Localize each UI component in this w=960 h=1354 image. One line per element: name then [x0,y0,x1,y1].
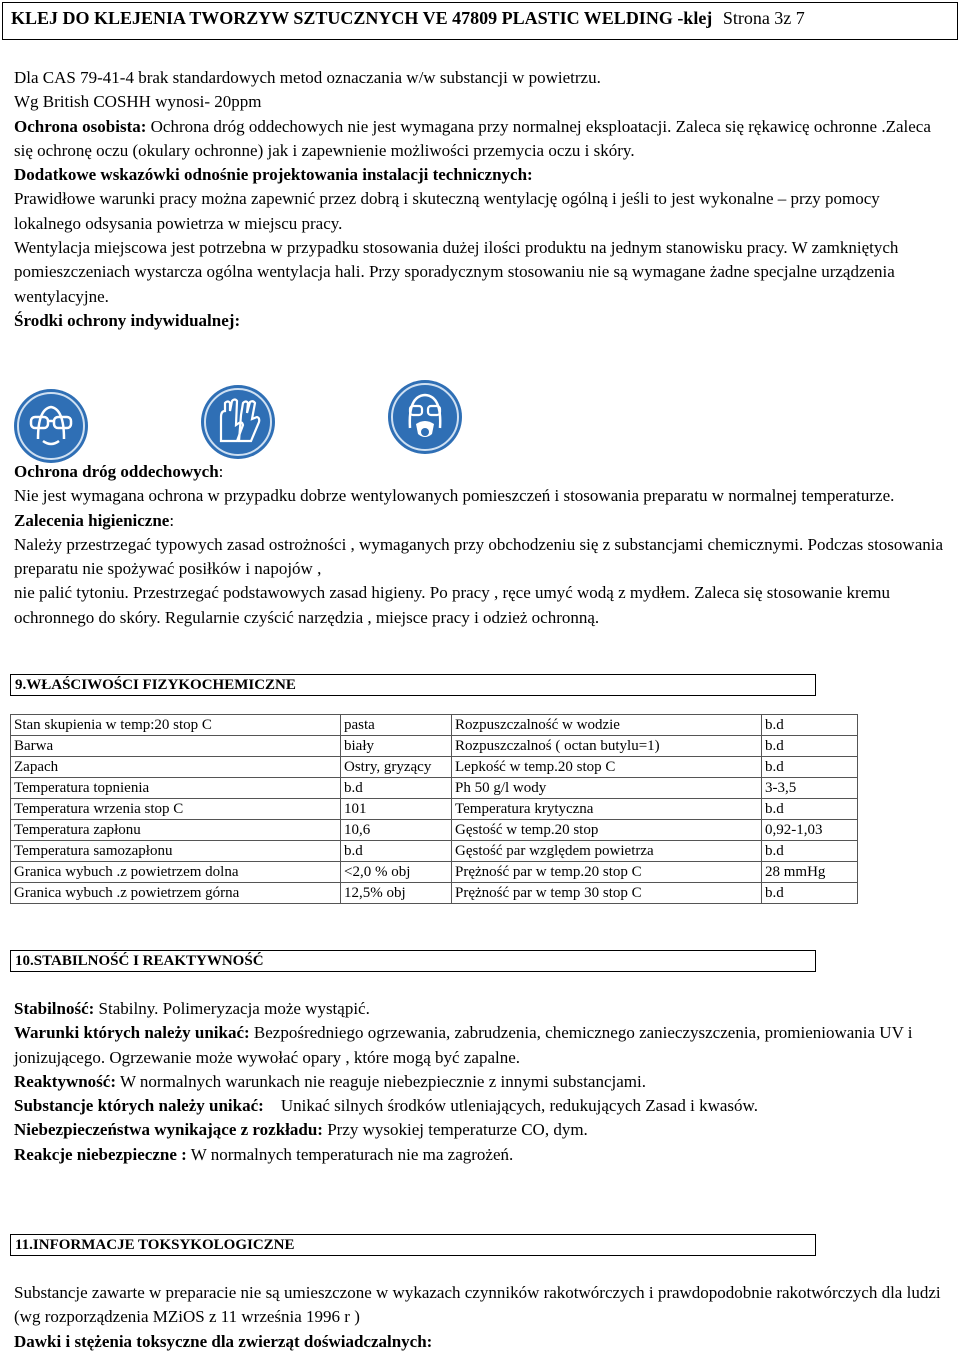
property-value: 0,92-1,03 [762,820,858,841]
property-value: biały [341,736,452,757]
ppe-heading-text: Środki ochrony indywidualnej: [14,310,241,330]
property-value: Ostry, gryzący [341,757,452,778]
hygiene-heading-text: Zalecenia higieniczne [14,510,170,530]
property-value: b.d [762,757,858,778]
property-value: b.d [762,883,858,904]
ppe-icons [14,380,474,460]
property-value: 28 mmHg [762,862,858,883]
page-number: Strona 3z 7 [722,8,805,28]
hygiene-colon: : [169,510,175,530]
personal-protection [14,115,949,164]
property-name: Gęstość w temp.20 stop [452,820,762,841]
design-heading-text: Dodatkowe wskazówki odnośnie projektowania instalacji technicznych: [14,165,533,185]
personal-protection-text: Ochrona dróg oddechowych nie jest wymagana przy normalnej eksploatacji. Zaleca się rękawicę ochronne .Zaleca się ochronę oczu (okulary ochronne) jak i zapewnienie możliwości przemycia oczu i skóry. [14,116,931,160]
property-name: Gęstość par względem powietrza [452,841,762,862]
stability-text: Stabilny. Polimeryzacja może wystąpić. [94,999,370,1018]
coshh-note: Wg British COSHH wynosi- 20ppm [14,92,262,112]
property-value: b.d [762,841,858,862]
respiratory-section [14,460,949,630]
stability-section [14,997,949,1167]
property-name: Rozpuszczalnoś ( octan butylu=1) [452,736,762,757]
reactivity-label: Reaktywność: [14,1071,116,1091]
property-name: Temperatura topnienia [11,778,341,799]
property-name: Temperatura zapłonu [11,820,341,841]
property-name: Temperatura samozapłonu [11,841,341,862]
respiratory-colon: : [218,462,224,481]
conditions-to-avoid [14,1021,949,1070]
property-name: Barwa [11,736,341,757]
design-paragraph-2: Wentylacja miejscowa jest potrzebna w przypadku stosowania dużej ilości produktu na jednym stanowisku pracy. W zamkniętych pomieszczeniach wystarcza ogólna wentylacja hali. Przy sporadycznym stosowaniu nie są wymagane żadne specjalne urządzenia wentylacyjne. [14,238,899,306]
property-name: Prężność par w temp.20 stop C [452,862,762,883]
property-value: 3-3,5 [762,778,858,799]
section-10-title: 10.STABILNOŚĆ I REAKTYWNOŚĆ [10,950,816,972]
decomposition-hazards [14,1118,949,1142]
property-name: Granica wybuch .z powietrzem górna [11,883,341,904]
property-value: b.d [341,841,452,862]
property-name: Temperatura krytyczna [452,799,762,820]
property-value: <2,0 % obj [341,862,452,883]
reactivity-text: W normalnych warunkach nie reaguje niebezpiecznie z innymi substancjami. [116,1071,646,1091]
property-value: pasta [341,715,452,736]
table-row [11,757,858,778]
design-heading [14,163,949,187]
property-name: Zapach [11,757,341,778]
table-row [11,862,858,883]
table-row [11,778,858,799]
incompatible-substances [14,1094,949,1118]
incompatible-substances-text: Unikać silnych środków utleniających, redukujących Zasad i kwasów. [263,1096,758,1116]
respirator-mask-icon [388,380,462,454]
conditions-to-avoid-label: Warunki których należy unikać: [14,1023,250,1043]
exposure-section [14,66,949,333]
hygiene-heading [14,509,949,533]
property-name: Granica wybuch .z powietrzem dolna [11,862,341,883]
property-name: Lepkość w temp.20 stop C [452,757,762,778]
stability [14,997,949,1021]
document-title: KLEJ DO KLEJENIA TWORZYW SZTUCZNYCH VE 47809 PLASTIC WELDING -klej [11,8,713,28]
table-row [11,736,858,757]
respiratory-heading-text: Ochrona dróg oddechowych [14,462,219,481]
safety-goggles-icon [14,389,88,463]
toxic-doses-heading [14,1330,949,1354]
incompatible-substances-label: Substancje których należy unikać: [14,1096,264,1116]
reactivity [14,1070,949,1094]
cas-note: Dla CAS 79-41-4 brak standardowych metod oznaczania w/w substancji w powietrzu. [14,68,601,87]
property-value: b.d [341,778,452,799]
property-value: b.d [762,799,858,820]
property-value: b.d [762,736,858,757]
hazardous-reactions [14,1143,949,1167]
hazardous-reactions-label: Reakcje niebezpieczne : [14,1144,187,1164]
property-name: Rozpuszczalność w wodzie [452,715,762,736]
respiratory-text: Nie jest wymagana ochrona w przypadku dobrze wentylowanych pomieszczeń i stosowania preparatu w normalnej temperaturze. [14,486,895,506]
stability-label: Stabilność: [14,999,95,1018]
property-name: Ph 50 g/l wody [452,778,762,799]
toxicology-text: Substancje zawarte w preparacie nie są umieszczone w wykazach czynników rakotwórczych i prawdopodobnie rakotwórczych dla ludzi (wg rozporządzenia MZiOS z 11 września 1996 r ) [14,1283,941,1327]
table-row [11,820,858,841]
conditions-to-avoid-text: Bezpośredniego ogrzewania, zabrudzenia, chemicznego zanieczyszczenia, promieniowania UV i jonizującego. Ogrzewanie może wywołać opary , które mogą być zapalne. [14,1023,913,1067]
property-value: 10,6 [341,820,452,841]
protective-gloves-icon [201,385,275,459]
personal-protection-label: Ochrona osobista: [14,116,147,136]
section-9-title: 9.WŁAŚCIWOŚCI FIZYKOCHEMICZNE [10,674,816,696]
property-value: 101 [341,799,452,820]
property-value: 12,5% obj [341,883,452,904]
table-row [11,883,858,904]
decomposition-hazards-text: Przy wysokiej temperaturze CO, dym. [322,1120,588,1140]
hygiene-paragraph-1: Należy przestrzegać typowych zasad ostrożności , wymaganych przy obchodzeniu się z substancjami chemicznymi. Podczas stosowania preparatu nie spożywać posiłków i napojów , [14,534,944,579]
table-row [11,799,858,820]
page-header [2,2,958,40]
design-paragraph-1: Prawidłowe warunki pracy można zapewnić przez dobrą i skuteczną wentylację ogólną i jeśli to jest wykonalne – przy pomocy lokalnego odsysania powietrza w miejscu pracy. [14,189,880,233]
property-name: Temperatura wrzenia stop C [11,799,341,820]
ppe-heading [14,309,949,333]
physicochemical-properties-table [10,714,858,904]
property-value: b.d [762,715,858,736]
property-name: Stan skupienia w temp:20 stop C [11,715,341,736]
hygiene-paragraph-2: nie palić tytoniu. Przestrzegać podstawowych zasad higieny. Po pracy , ręce umyć wodą z mydłem. Zaleca się stosowanie kremu ochronnego do skóry. Regularnie czyścić narzędzia , miejsce pracy i odzież ochronną. [14,583,890,627]
property-name: Prężność par w temp 30 stop C [452,883,762,904]
decomposition-hazards-label: Niebezpieczeństwa wynikające z rozkładu: [14,1120,323,1140]
respiratory-heading [14,460,949,484]
section-11-title: 11.INFORMACJE TOKSYKOLOGICZNE [10,1234,816,1256]
hazardous-reactions-text: W normalnych temperaturach nie ma zagrożeń. [186,1144,514,1164]
table-row [11,715,858,736]
table-row [11,841,858,862]
toxicology-section [14,1281,949,1354]
toxic-doses-heading-text: Dawki i stężenia toksyczne dla zwierząt doświadczalnych: [14,1331,433,1351]
